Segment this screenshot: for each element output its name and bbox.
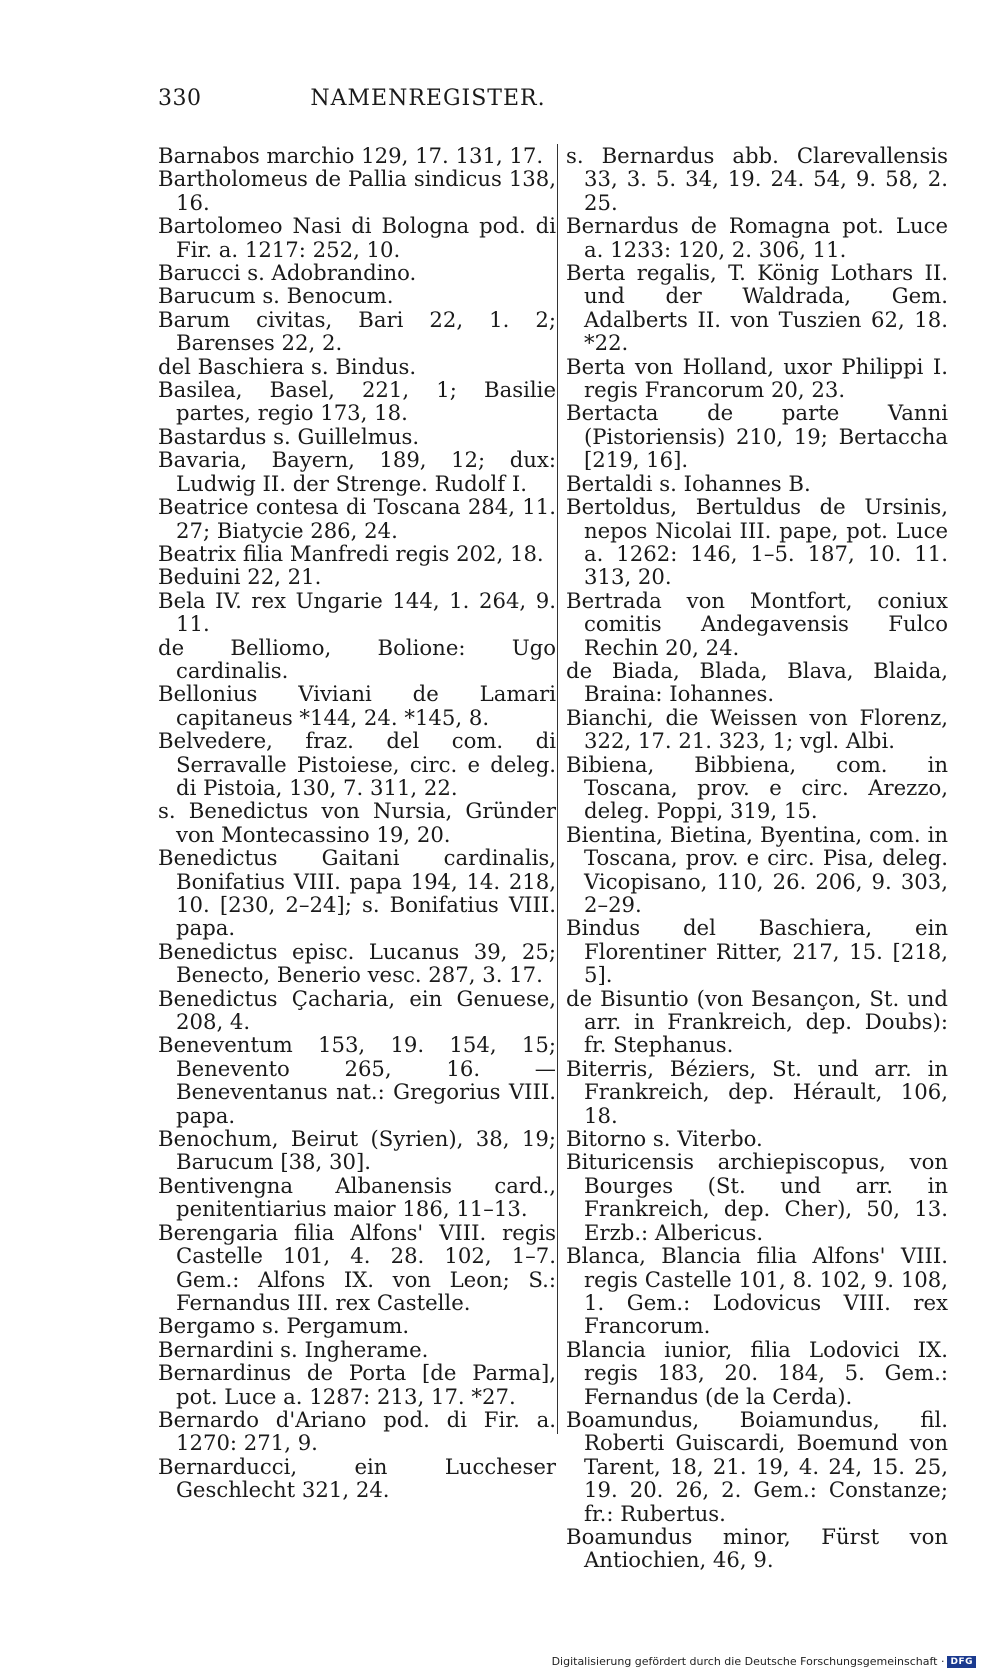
- index-column-right: [566, 144, 948, 1572]
- footer-credit: [552, 1655, 976, 1668]
- index-entry: Bastardus s. Guillelmus.: [158, 423, 420, 449]
- index-entry: Bartolomeo Nasi di Bologna pod. di Fir. a. 1217: 252, 10.: [158, 213, 556, 262]
- index-entry: Bernardini s. Ingherame.: [158, 1336, 429, 1362]
- index-entry: s. Bernardus abb. Clarevallensis 33, 3. 5. 34, 19. 24. 54, 9. 58, 2. 25.: [566, 143, 948, 215]
- index-entry: Bibiena, Bibbiena, com. in Toscana, prov. e circ. Arezzo, deleg. Poppi, 319, 15.: [566, 751, 948, 824]
- index-entry: Bernardus de Romagna pot. Luce a. 1233: 120, 2. 306, 11.: [566, 213, 948, 262]
- index-entry: Beatrix filia Manfredi regis 202, 18.: [158, 540, 544, 566]
- index-entry: Beatrice contesa di Toscana 284, 11. 27; Biatycie 286, 24.: [158, 494, 556, 543]
- index-entry: Barum civitas, Bari 22, 1. 2; Barenses 22, 2.: [158, 306, 556, 356]
- index-entry: Bianchi, die Weissen von Florenz, 322, 17. 21. 323, 1; vgl. Albi.: [566, 704, 948, 754]
- index-entry: Berengaria filia Alfons' VIII. regis Castelle 101, 4. 28. 102, 1–7. Gem.: Alfons IX. von Leon; S.: Fernandus III. rex Castelle.: [158, 1219, 556, 1315]
- index-entry: Boamundus minor, Fürst von Antiochien, 46, 9.: [566, 1523, 948, 1573]
- index-entry: Bindus del Baschiera, ein Florentiner Ritter, 217, 15. [218, 5].: [566, 915, 948, 988]
- index-entry: Bentivengna Albanensis card., penitentiarius maior 186, 11–13.: [158, 1172, 556, 1222]
- index-entry: Bientina, Bietina, Byentina, com. in Toscana, prov. e circ. Pisa, deleg. Vicopisano, 110, 26. 206, 9. 303, 2–29.: [566, 821, 948, 917]
- index-entry: de Bisuntio (von Besançon, St. und arr. in Frankreich, dep. Doubs): fr. Stephanus.: [566, 985, 948, 1058]
- column-divider: [557, 144, 558, 1434]
- index-entry: Barucum s. Benocum.: [158, 283, 394, 309]
- index-entry: Bertoldus, Bertuldus de Ursinis, nepos Nicolai III. pape, pot. Luce a. 1262: 146, 1–5. 187, 10. 11. 313, 20.: [566, 494, 948, 590]
- index-entry: Biterris, Béziers, St. und arr. in Frankreich, dep. Hérault, 106, 18.: [566, 1055, 948, 1128]
- index-entry: Beneventum 153, 19. 154, 15; Benevento 265, 16. — Beneventanus nat.: Gregorius VIII. papa.: [158, 1032, 556, 1128]
- index-entry: Benedictus episc. Lucanus 39, 25; Benecto, Benerio vesc. 287, 3. 17.: [158, 938, 556, 988]
- index-entry: Bitorno s. Viterbo.: [566, 1126, 763, 1152]
- index-entry: Bernardo d'Ariano pod. di Fir. a. 1270: 271, 9.: [158, 1406, 556, 1456]
- index-entry: Berta regalis, T. König Lothars II. und der Waldrada, Gem. Adalberts II. von Tuszien 62, 18. *22.: [566, 260, 948, 356]
- index-entry: Bertrada von Montfort, coniux comitis Andegavensis Fulco Rechin 20, 24.: [566, 587, 948, 660]
- index-entry: Bituricensis archiepiscopus, von Bourges (St. und arr. in Frankreich, dep. Cher), 50, 13. Erzb.: Albericus.: [566, 1149, 948, 1245]
- index-entry: Belvedere, fraz. del com. di Serravalle Pistoiese, circ. e deleg. di Pistoia, 130, 7. 311, 22.: [158, 728, 556, 800]
- running-head: NAMENREGISTER.: [310, 86, 546, 111]
- index-entry: Barucci s. Adobrandino.: [158, 260, 417, 286]
- index-entry: Bavaria, Bayern, 189, 12; dux: Ludwig II. der Strenge. Rudolf I.: [158, 447, 556, 496]
- index-entry: del Baschiera s. Bindus.: [158, 353, 417, 379]
- index-entry: Bertacta de parte Vanni (Pistoriensis) 210, 19; Bertaccha [219, 16].: [566, 400, 948, 473]
- index-entry: Bergamo s. Pergamum.: [158, 1313, 410, 1339]
- index-entry: Beduini 22, 21.: [158, 564, 322, 590]
- index-entry: Bertaldi s. Iohannes B.: [566, 470, 811, 496]
- index-entry: Bartholomeus de Pallia sindicus 138, 16.: [158, 166, 556, 215]
- index-entry: Boamundus, Boiamundus, fil. Roberti Guiscardi, Boemund von Tarent, 18, 21. 19, 4. 24, 15. 25, 19. 20. 26, 2. Gem.: Constanze; fr.: Rubertus.: [566, 1406, 948, 1526]
- index-entry: Bernarducci, ein Luccheser Geschlecht 321, 24.: [158, 1453, 556, 1503]
- index-entry: Blancia iunior, filia Lodovici IX. regis 183, 20. 184, 5. Gem.: Fernandus (de la Cerda).: [566, 1336, 948, 1409]
- index-column-left: [158, 144, 556, 1502]
- page-header: [158, 86, 668, 116]
- index-entry: s. Benedictus von Nursia, Gründer von Montecassino 19, 20.: [158, 798, 556, 847]
- index-entry: de Belliomo, Bolione: Ugo cardinalis.: [158, 634, 556, 683]
- index-entry: Basilea, Basel, 221, 1; Basilie partes, regio 173, 18.: [158, 377, 556, 426]
- index-entry: Bernardinus de Porta [de Parma], pot. Luce a. 1287: 213, 17. *27.: [158, 1360, 556, 1409]
- dfg-logo: DFG: [947, 1656, 976, 1668]
- index-entry: Bela IV. rex Ungarie 144, 1. 264, 9. 11.: [158, 587, 556, 637]
- index-entry: Benedictus Gaitani cardinalis, Bonifatius VIII. papa 194, 14. 218, 10. [230, 2–24]; s. Bonifatius VIII. papa.: [158, 845, 556, 941]
- index-entry: Berta von Holland, uxor Philippi I. regis Francorum 20, 23.: [566, 353, 948, 403]
- page-number: 330: [158, 86, 202, 111]
- index-entry: de Biada, Blada, Blava, Blaida, Braina: Iohannes.: [566, 657, 948, 707]
- index-entry: Blanca, Blancia filia Alfons' VIII. regis Castelle 101, 8. 102, 9. 108, 1. Gem.: Lodovicus VIII. rex Francorum.: [566, 1243, 948, 1339]
- index-entry: Bellonius Viviani de Lamari capitaneus *144, 24. *145, 8.: [158, 681, 556, 730]
- index-entry: Barnabos marchio 129, 17. 131, 17.: [158, 143, 544, 168]
- index-entry: Benochum, Beirut (Syrien), 38, 19; Barucum [38, 30].: [158, 1126, 556, 1175]
- index-entry: Benedictus Çacharia, ein Genuese, 208, 4.: [158, 985, 556, 1035]
- funding-note: Digitalisierung gefördert durch die Deutsche Forschungsgemeinschaft ·: [551, 1655, 945, 1668]
